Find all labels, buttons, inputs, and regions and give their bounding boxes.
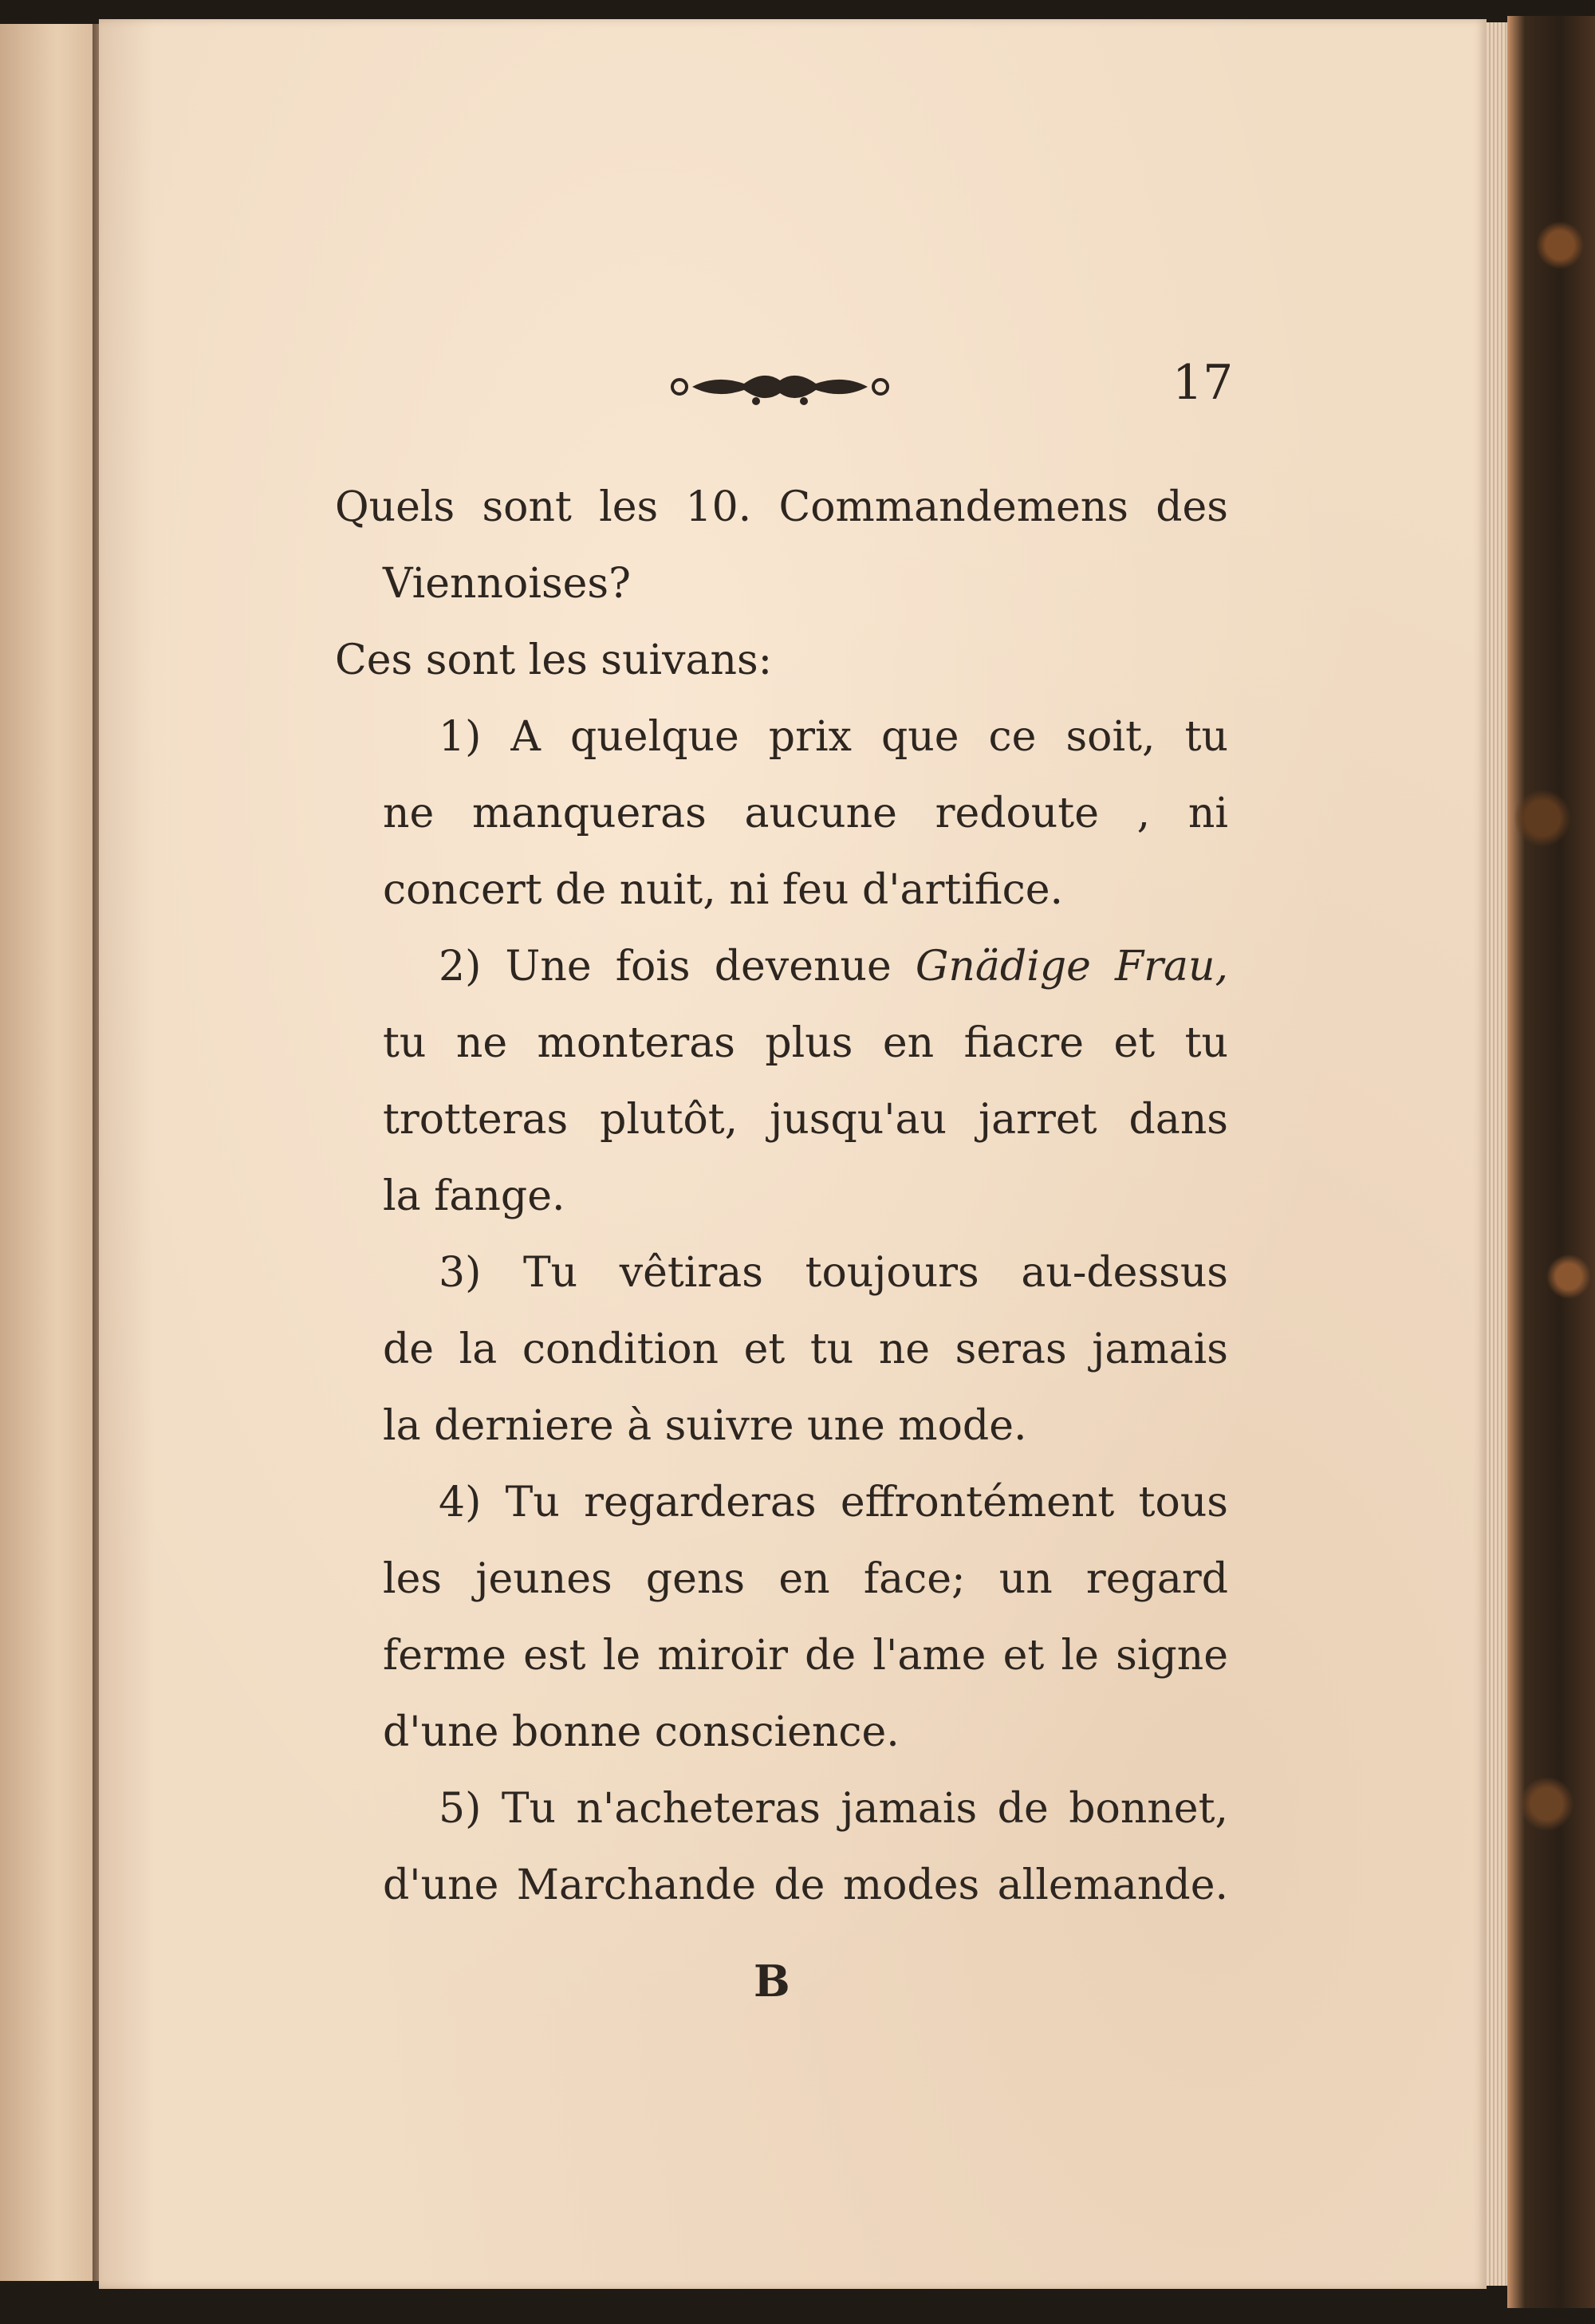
- text-line: la fange.: [383, 1172, 565, 1220]
- body-text: [335, 469, 1228, 1924]
- text-line: Quels sont les 10. Commandemens des: [335, 483, 1228, 531]
- text-line: 1) A quelque prix que ce soit, tu: [439, 713, 1228, 761]
- text-line: d'une bonne conscience.: [383, 1708, 900, 1756]
- text-line: [335, 928, 1228, 1005]
- page-number: 17: [1172, 355, 1234, 411]
- text-line: 5) Tu n'acheteras jamais de bonnet,: [439, 1785, 1228, 1833]
- text-line: ne manqueras aucune redoute , ni: [383, 790, 1228, 837]
- text-line: 3) Tu vêtiras toujours au-dessus: [439, 1249, 1228, 1297]
- signature-mark: B: [754, 1956, 790, 2007]
- running-head: [0, 355, 1595, 411]
- page-edges: [1487, 22, 1509, 2286]
- text-line: 4) Tu regarderas effrontément tous: [439, 1479, 1228, 1526]
- text-line: la derniere à suivre une mode.: [383, 1402, 1027, 1450]
- text-fragment: 2) Une fois devenue: [439, 943, 916, 991]
- italic-phrase: Gnädige Frau,: [915, 943, 1228, 991]
- text-line: Viennoises?: [383, 560, 631, 608]
- text-line: de la condition et tu ne seras jamais: [383, 1325, 1228, 1373]
- text-line: ferme est le miroir de l'ame et le signe: [383, 1632, 1228, 1680]
- header-ornament-icon: [668, 363, 892, 411]
- marbled-cover-edge: [1507, 16, 1595, 2308]
- text-line: les jeunes gens en face; un regard: [383, 1555, 1228, 1603]
- text-line: trotteras plutôt, jusqu'au jarret dans: [383, 1096, 1228, 1144]
- text-line: tu ne monteras plus en fiacre et tu: [383, 1019, 1228, 1067]
- text-line: concert de nuit, ni feu d'artifice.: [383, 866, 1064, 914]
- text-line: d'une Marchande de modes allemande.: [383, 1861, 1228, 1909]
- text-line: Ces sont les suivans:: [335, 636, 773, 684]
